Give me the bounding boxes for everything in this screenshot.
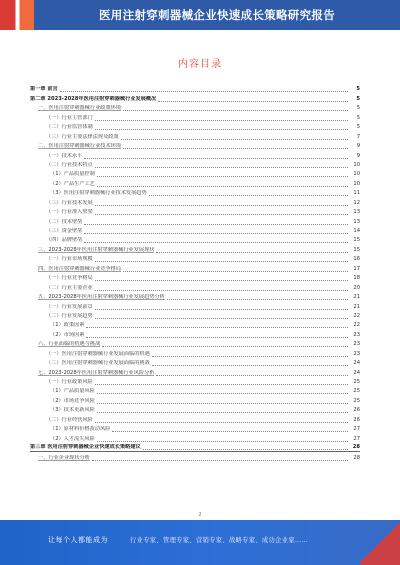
toc-leader-dots <box>84 242 348 243</box>
toc-entry-page: 28 <box>352 444 360 451</box>
toc-leader-dots <box>156 375 348 376</box>
toc-entry-page: 21 <box>353 303 360 310</box>
toc-entry-label: （二）行业经营风险 <box>46 416 93 423</box>
toc-leader-dots <box>92 460 348 461</box>
toc-leader-dots <box>97 441 348 442</box>
toc-entry[interactable] <box>30 197 360 206</box>
toc-entry-page: 24 <box>353 360 360 367</box>
toc-entry-label: （三）资金壁垒 <box>46 228 83 234</box>
toc-entry-page: 12 <box>353 199 360 206</box>
toc-entry-label: （3）医用注射穿刺器械行业技术发展趋势 <box>50 190 147 197</box>
toc-leader-dots <box>95 384 348 385</box>
toc-entry[interactable] <box>30 424 360 433</box>
toc-leader-dots <box>152 365 348 366</box>
toc-leader-dots <box>152 356 348 357</box>
toc-entry[interactable] <box>30 405 360 414</box>
toc-entry-page: 5 <box>356 114 360 121</box>
toc-leader-dots <box>95 214 348 215</box>
toc-entry-page: 10 <box>353 171 360 178</box>
toc-entry-page: 16 <box>353 256 360 263</box>
toc-leader-dots <box>95 167 348 168</box>
toc-entry-page: 9 <box>356 152 360 159</box>
toc-leader-dots <box>95 129 348 130</box>
toc-leader-dots <box>102 346 348 347</box>
toc-entry[interactable] <box>30 395 360 404</box>
toc-entry[interactable] <box>30 160 360 169</box>
toc-entry[interactable] <box>30 84 360 93</box>
toc-entry-page: 25 <box>353 397 360 404</box>
toc-entry[interactable] <box>30 263 360 272</box>
toc-leader-dots <box>149 195 348 196</box>
toc-leader-dots <box>60 91 348 92</box>
header-color-stripe <box>0 0 34 30</box>
toc-entry-label: （二）行业发展趋势 <box>46 312 93 319</box>
toc-entry-label: （2）市场竞争风险 <box>50 397 95 404</box>
toc-entry[interactable] <box>30 433 360 442</box>
toc-leader-dots <box>95 120 348 121</box>
toc-entry-page: 10 <box>353 161 360 168</box>
toc-leader-dots <box>84 158 348 159</box>
toc-entry-label: （三）行业技术发展 <box>46 199 93 206</box>
toc-entry-label: （二）医用注射穿刺器械行业发展面临的挑战 <box>46 360 150 367</box>
toc-entry[interactable] <box>30 358 360 367</box>
toc-entry-label: （四）品牌壁垒 <box>46 237 83 244</box>
toc-entry-page: 5 <box>356 86 360 93</box>
toc-leader-dots <box>95 318 348 319</box>
toc-entry[interactable] <box>30 103 360 112</box>
toc-leader-dots <box>95 261 348 262</box>
toc-leader-dots <box>97 393 348 394</box>
toc-leader-dots <box>84 224 348 225</box>
toc-leader-dots <box>143 449 348 450</box>
toc-entry-page: 26 <box>353 416 360 423</box>
toc-entry[interactable] <box>30 122 360 131</box>
toc-entry[interactable] <box>30 226 360 235</box>
toc-leader-dots <box>95 309 348 310</box>
toc-entry-label: （二）行业监管体制 <box>46 124 93 131</box>
toc-entry-label: （2）产品生产工艺 <box>50 180 95 187</box>
toc-entry-page: 14 <box>353 228 360 234</box>
toc-entry-label: （2）市场因素 <box>50 331 85 338</box>
toc-entry[interactable] <box>30 93 360 102</box>
toc-entry-page: 9 <box>356 143 360 150</box>
footer-slogan-left: 让每个人都能成为 <box>48 536 108 544</box>
footer-corner-decoration <box>360 520 400 565</box>
toc-entry[interactable] <box>30 329 360 338</box>
toc-entry-page: 27 <box>353 435 360 442</box>
toc-entry[interactable] <box>30 150 360 159</box>
toc-entry-label: （二）行业技术特点 <box>46 161 93 168</box>
toc-entry-page: 20 <box>353 284 360 291</box>
table-of-contents <box>30 84 360 462</box>
toc-entry-page: 23 <box>353 331 360 338</box>
toc-entry-page: 21 <box>353 294 360 301</box>
toc-leader-dots <box>156 252 348 253</box>
toc-entry[interactable] <box>30 377 360 386</box>
toc-entry-label: （二）技术壁垒 <box>46 218 83 225</box>
toc-entry-page: 5 <box>356 105 360 112</box>
toc-entry-label: （一）行业市场规模 <box>46 256 93 263</box>
toc-leader-dots <box>167 299 348 300</box>
toc-leader-dots <box>86 327 348 328</box>
toc-entry-label: （一）行业竞争格局 <box>46 275 93 282</box>
toc-entry-page: 5 <box>356 95 360 102</box>
toc-entry-page: 23 <box>353 341 360 348</box>
toc-entry-label: 第二章 2023-2028年医用注射穿刺器械行业发展概况 <box>30 95 157 102</box>
toc-entry[interactable] <box>30 301 360 310</box>
toc-entry-label: 七、2023-2028年医用注射穿刺器械行业风险分析 <box>38 369 155 376</box>
toc-leader-dots <box>123 271 348 272</box>
toc-entry-page: 13 <box>353 209 360 216</box>
toc-leader-dots <box>86 337 348 338</box>
toc-entry[interactable] <box>30 414 360 423</box>
toc-entry-page: 11 <box>353 190 360 197</box>
toc-entry[interactable] <box>30 339 360 348</box>
toc-entry-page: 5 <box>356 124 360 131</box>
toc-entry-label: （1）产品质量风险 <box>50 388 95 395</box>
toc-leader-dots <box>112 431 348 432</box>
toc-entry-page: 22 <box>353 312 360 319</box>
toc-entry-label: （3）技术更新风险 <box>50 407 95 414</box>
toc-entry[interactable] <box>30 386 360 395</box>
toc-entry-label: 第三章 医用注射穿刺器械企业快速成长策略建议 <box>30 444 141 451</box>
toc-entry-label: 第一章 前言 <box>30 86 58 93</box>
toc-entry[interactable] <box>30 235 360 244</box>
toc-entry-label: （一）技术水平 <box>46 152 83 159</box>
toc-entry-label: （1）原材料价格波动风险 <box>50 426 111 433</box>
toc-entry[interactable] <box>30 320 360 329</box>
toc-entry-page: 28 <box>353 454 360 461</box>
toc-entry-label: （一）行业准入壁垒 <box>46 209 93 216</box>
toc-entry-label: （一）行业发展前景 <box>46 303 93 310</box>
toc-entry[interactable] <box>30 131 360 140</box>
report-title: 医用注射穿刺器械企业快速成长策略研究报告 <box>99 8 335 22</box>
toc-entry[interactable] <box>30 452 360 461</box>
toc-entry-label: 六、行业面临的机遇与挑战 <box>38 341 101 348</box>
toc-entry-label: 四、医用注射穿刺器械行业竞争格局 <box>38 265 122 272</box>
toc-entry-page: 25 <box>353 379 360 385</box>
toc-entry-page: 15 <box>353 246 360 253</box>
toc-entry-page: 17 <box>353 265 360 272</box>
toc-leader-dots <box>97 186 348 187</box>
toc-entry-page: 27 <box>353 426 360 433</box>
toc-leader-dots <box>121 139 348 140</box>
toc-title: 内容目录 <box>178 59 222 70</box>
toc-entry[interactable] <box>30 282 360 291</box>
toc-entry[interactable] <box>30 216 360 225</box>
toc-entry[interactable] <box>30 244 360 253</box>
toc-entry[interactable] <box>30 207 360 216</box>
toc-leader-dots <box>84 233 348 234</box>
toc-leader-dots <box>97 176 348 177</box>
toc-leader-dots <box>123 110 348 111</box>
toc-entry-label: （一）行业政策风险 <box>46 379 93 385</box>
toc-entry-label: （一）行业主管部门 <box>46 114 93 121</box>
toc-leader-dots <box>95 422 348 423</box>
toc-entry-label: 二、医用注射穿刺器械行业技术环境 <box>38 143 122 150</box>
toc-entry[interactable] <box>30 273 360 282</box>
toc-entry-page: 25 <box>353 388 360 395</box>
toc-leader-dots <box>95 205 348 206</box>
toc-entry-label: 五、2023-2028年医用注射穿刺器械行业发展趋势分析 <box>38 294 165 301</box>
toc-entry-label: 一、医用注射穿刺器械行业政策环境 <box>38 105 122 112</box>
toc-leader-dots <box>97 403 348 404</box>
toc-leader-dots <box>95 290 348 291</box>
footer-banner <box>0 520 400 565</box>
toc-entry[interactable] <box>30 254 360 263</box>
toc-entry[interactable] <box>30 367 360 376</box>
toc-entry-page: 15 <box>353 237 360 244</box>
toc-entry-page: 22 <box>353 322 360 329</box>
toc-entry[interactable] <box>30 348 360 357</box>
toc-entry[interactable] <box>30 292 360 301</box>
toc-entry-page: 10 <box>353 180 360 187</box>
toc-entry[interactable] <box>30 112 360 121</box>
toc-entry-page: 13 <box>353 218 360 225</box>
toc-entry[interactable] <box>30 311 360 320</box>
toc-entry-page: 7 <box>356 133 360 140</box>
toc-entry-page: 18 <box>353 275 360 282</box>
toc-leader-dots <box>95 280 348 281</box>
page-number: 2 <box>198 512 202 518</box>
toc-entry-label: （1）产品质量控制 <box>50 171 95 178</box>
toc-entry-label: （一）医用注射穿刺器械行业发展面临的机遇 <box>46 350 150 357</box>
toc-entry-page: 23 <box>353 350 360 357</box>
toc-entry-label: （三）行业主要法律法规及政策 <box>46 133 119 140</box>
toc-entry[interactable] <box>30 178 360 187</box>
toc-entry-label: （二）行业主要企业 <box>46 284 93 291</box>
toc-entry[interactable] <box>30 443 360 452</box>
toc-entry-label: 三、2023-2028年医用注射穿刺器械行业发展现状 <box>38 246 155 253</box>
toc-leader-dots <box>158 101 348 102</box>
report-header <box>0 0 400 30</box>
toc-leader-dots <box>123 148 348 149</box>
toc-entry-label: （2）人才流失风险 <box>50 435 95 442</box>
footer-slogan-right: 行业专家、管理专家、营销专家、战略专家、成功企业家…… <box>130 537 309 544</box>
toc-leader-dots <box>97 412 348 413</box>
toc-entry-label: （1）政策因素 <box>50 322 85 329</box>
toc-entry-label: 一、行业企业现状分析 <box>38 454 90 461</box>
toc-entry-page: 24 <box>353 369 360 376</box>
toc-entry[interactable] <box>30 141 360 150</box>
toc-entry[interactable] <box>30 188 360 197</box>
toc-entry-page: 26 <box>353 407 360 414</box>
toc-entry[interactable] <box>30 169 360 178</box>
